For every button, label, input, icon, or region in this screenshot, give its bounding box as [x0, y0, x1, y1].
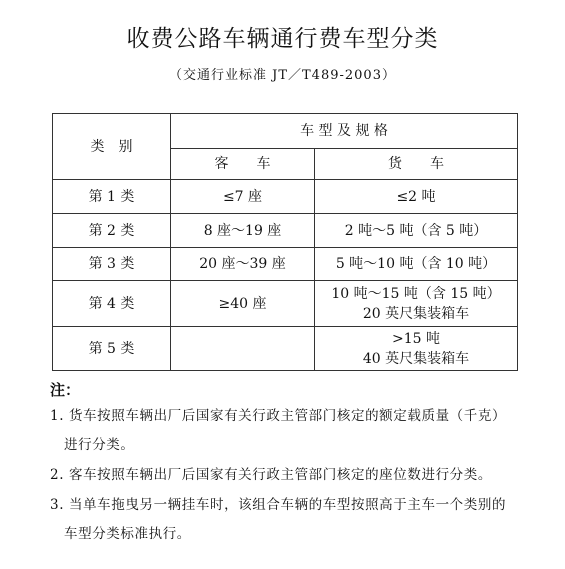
row-class: 第 4 类 [53, 281, 171, 327]
note-line: 进行分类。 [64, 437, 135, 453]
truck-line: 20 英尺集装箱车 [362, 305, 470, 322]
truck-line: ≤2 吨 [396, 188, 436, 205]
row-class: 第 5 类 [53, 327, 171, 371]
row-class: 第 3 类 [53, 248, 171, 281]
note-item [50, 491, 540, 549]
table-row [53, 327, 518, 371]
table-row [53, 248, 518, 281]
row-bus-spec [171, 327, 315, 371]
truck-line: 10 吨～15 吨（含 15 吨） [331, 285, 501, 302]
row-bus-spec: ≥40 座 [171, 281, 315, 327]
truck-line: >15 吨 [392, 330, 440, 347]
notes-heading: 注： [50, 381, 81, 399]
row-bus-spec: ≤7 座 [171, 180, 315, 214]
vehicle-class-table [52, 113, 518, 371]
document-title: 收费公路车辆通行费车型分类 [126, 26, 439, 52]
note-line: 2. 客车按照车辆出厂后国家有关行政主管部门核定的座位数进行分类。 [50, 467, 492, 483]
header-category: 类 别 [53, 114, 171, 180]
row-class: 第 1 类 [53, 180, 171, 214]
header-truck: 货 车 [315, 149, 518, 180]
row-truck-spec [315, 327, 518, 371]
truck-line: 2 吨～5 吨（含 5 吨） [344, 222, 488, 239]
row-class: 第 2 类 [53, 214, 171, 248]
row-truck-spec [315, 248, 518, 281]
document-subtitle: （交通行业标准 JT／T489-2003） [169, 68, 396, 83]
table-row [53, 214, 518, 248]
note-item [50, 461, 540, 490]
table-row [53, 281, 518, 327]
note-line: 1. 货车按照车辆出厂后国家有关行政主管部门核定的额定载质量（千克） [50, 408, 507, 424]
row-truck-spec [315, 180, 518, 214]
row-bus-spec: 8 座～19 座 [171, 214, 315, 248]
note-line: 3. 当单车拖曳另一辆挂车时，该组合车辆的车型按照高于主车一个类别的 [50, 497, 507, 513]
truck-line: 40 英尺集装箱车 [362, 350, 470, 367]
table-row [53, 180, 518, 214]
row-bus-spec: 20 座～39 座 [171, 248, 315, 281]
truck-line: 5 吨～10 吨（含 10 吨） [335, 256, 497, 272]
header-spec: 车 型 及 规 格 [171, 114, 518, 149]
header-bus: 客 车 [171, 149, 315, 180]
row-truck-spec [315, 214, 518, 248]
note-item [50, 402, 540, 460]
row-truck-spec [315, 281, 518, 327]
note-line: 车型分类标准执行。 [64, 526, 191, 542]
